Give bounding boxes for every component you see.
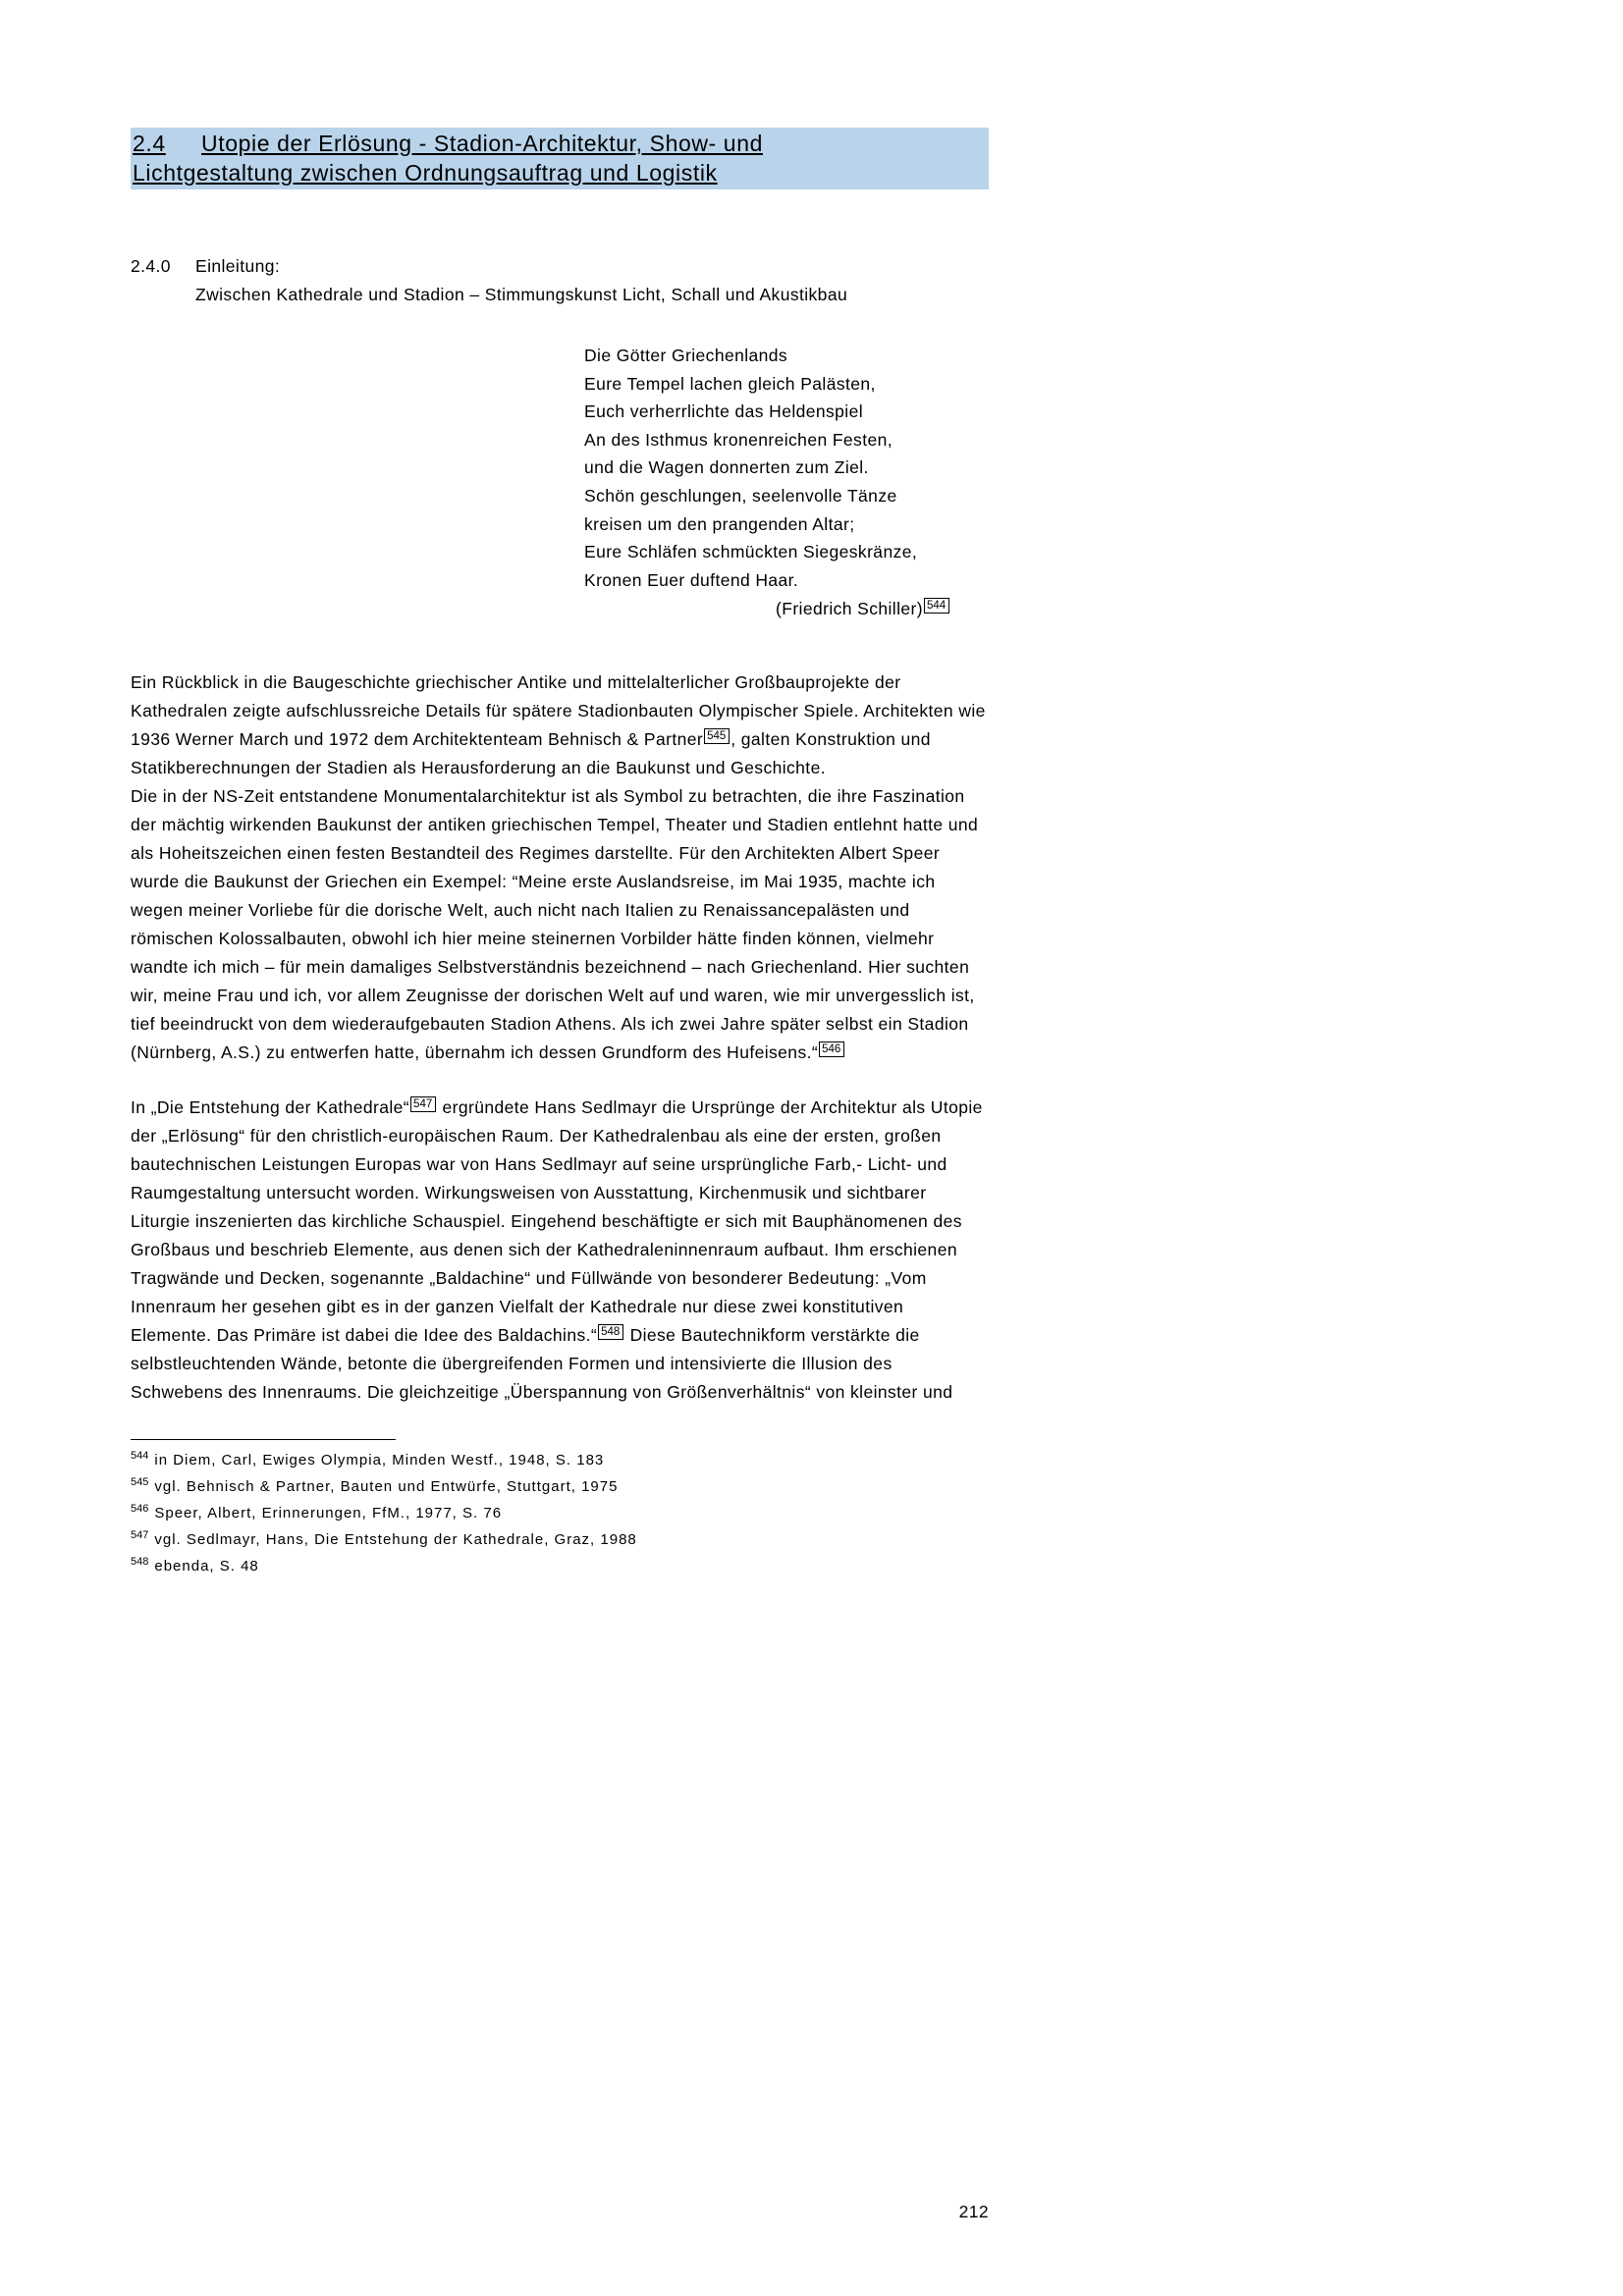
footnote-text: in Diem, Carl, Ewiges Olympia, Minden Westf., 1948, S. 183 (154, 1452, 605, 1469)
footnote-text: vgl. Sedlmayr, Hans, Die Entstehung der Kathedrale, Graz, 1988 (154, 1531, 637, 1549)
poem-attribution: (Friedrich Schiller) $^{544}$ (776, 595, 989, 623)
footnote-ref[interactable]: 544 (924, 598, 949, 614)
poem-line: An des Isthmus kronenreichen Festen, (584, 429, 893, 450)
text-column (131, 0, 989, 1579)
heading-line-2 (133, 158, 987, 187)
poem-line: und die Wagen donnerten zum Ziel. (584, 457, 869, 478)
footnote-number: 546 (131, 1503, 149, 1516)
section-heading (131, 128, 989, 189)
footnotes-section (131, 1447, 989, 1579)
footnote-text: vgl. Behnisch & Partner, Bauten und Entwürfe, Stuttgart, 1975 (154, 1478, 619, 1496)
poem-block (584, 342, 989, 594)
footnote-number: 548 (131, 1556, 149, 1569)
subsection-titles (195, 252, 847, 309)
subsection-subtitle: Zwischen Kathedrale und Stadion – Stimmungskunst Licht, Schall und Akustikbau (195, 285, 848, 304)
footnote-ref[interactable]: 546 (819, 1041, 844, 1057)
subsection-header (131, 252, 989, 309)
heading-line-1 (133, 129, 987, 158)
body-paragraph: In „Die Entstehung der Kathedrale“ $^{547}$ ergründete Hans Sedlmayr die Ursprünge der Architektur als Utopie der „Erlösung“ für den christlich-europäischen Raum. Der Kathedralenbau als eine der ersten, großen bautechnischen Leistungen Europas war von Hans Sedlmayr auf seine ursprüngliche Farb,- Licht- und Raumgestaltung untersucht worden. Wirkungsweisen von Ausstattung, Kirchenmusik und sichtbarer Liturgie inszenierten das kirchliche Schauspiel. Eingehend beschäftigte er sich mit Bauphänomenen des Großbaus und beschrieb Elemente, aus denen sich der Kathedraleninnenraum aufbaut. Ihm erschienen Tragwände und Decken, sogenannte „Baldachine“ und Füllwände von besonderer Bedeutung: „Vom Innenraum her gesehen gibt es in der ganzen Vielfalt der Kathedrale nur diese zwei konstitutiven Elemente. Das Primäre ist dabei die Idee des Baldachins.“ $^{548}$ Diese Bautechnikform verstärkte die selbstleuchtenden Wände, betonte die übergreifenden Formen und intensivierte die Illusion des Schwebens des Innenraums. Die gleichzeitige „Überspannung von Größenverhältnis“ von kleinster und (131, 1097, 983, 1403)
footnote-text: ebenda, S. 48 (154, 1558, 259, 1575)
poem-line: kreisen um den prangenden Altar; (584, 513, 855, 534)
footnote-item (131, 1473, 989, 1500)
footnote-ref[interactable]: 548 (598, 1324, 623, 1340)
poem-line: Die Götter Griechenlands (584, 346, 788, 365)
poem-line: Eure Schläfen schmückten Siegeskränze, (584, 542, 918, 562)
footnote-number: 547 (131, 1529, 149, 1542)
poem-line: Kronen Euer duftend Haar. (584, 569, 799, 590)
footnote-number: 545 (131, 1476, 149, 1489)
poem-line: Eure Tempel lachen gleich Palästen, (584, 373, 876, 394)
footnote-item (131, 1553, 989, 1579)
footnote-item (131, 1447, 989, 1473)
page-number: 212 (958, 2202, 989, 2221)
footnote-separator (131, 1439, 396, 1440)
heading-number: 2.4 (133, 131, 166, 156)
heading-title-part-2: Lichtgestaltung zwischen Ordnungsauftrag und Logistik (133, 160, 718, 186)
footnote-number: 544 (131, 1450, 149, 1463)
subsection-title: Einleitung: (195, 256, 281, 276)
poem-line: Schön geschlungen, seelenvolle Tänze (584, 485, 897, 506)
body-paragraph: Ein Rückblick in die Baugeschichte griechischer Antike und mittelalterlicher Großbauprojekte der Kathedralen zeigte aufschlussreiche Details für spätere Stadionbauten Olympischer Spiele. Architekten wie 1936 Werner March und 1972 dem Architektenteam Behnisch & Partner $^{545}$ , galten Konstruktion und Statikberechnungen der Stadien als Herausforderung an die Baukunst und Geschichte. (131, 672, 986, 778)
footnote-text: Speer, Albert, Erinnerungen, FfM., 1977, S. 76 (154, 1505, 503, 1522)
footnote-ref[interactable]: 547 (410, 1096, 436, 1112)
footnote-ref[interactable]: 545 (704, 728, 730, 744)
footnote-item (131, 1500, 989, 1526)
poem-line: Euch verherrlichte das Heldenspiel (584, 401, 864, 422)
body-paragraph: Die in der NS-Zeit entstandene Monumentalarchitektur ist als Symbol zu betrachten, die ihre Faszination der mächtig wirkenden Baukunst der antiken griechischen Tempel, Theater und Stadien entlehnt hatte und als Hoheitszeichen einen festen Bestandteil des Regimes darstellte. Für den Architekten Albert Speer wurde die Baukunst der Griechen ein Exempel: “Meine erste Auslandsreise, im Mai 1935, machte ich wegen meiner Vorliebe für die dorische Welt, auch nicht nach Italien zu Renaissancepalästen und römischen Kolossalbauten, obwohl ich hier meine steinernen Vorbilder hätte finden können, vielmehr wandte ich mich – für mein damaliges Selbstverständnis bezeichnend – nach Griechenland. Hier suchten wir, meine Frau und ich, vor allem Zeugnisse der dorischen Welt auf und waren, wie mir unvergesslich ist, tief beeindruckt von dem wiederaufgebauten Stadion Athens. Als ich zwei Jahre später selbst ein Stadion (Nürnberg, A.S.) zu entwerfen hatte, übernahm ich dessen Grundform des Hufeisens.“ $^{546}$ (131, 786, 979, 1063)
footnote-item (131, 1526, 989, 1553)
heading-title-part-1: Utopie der Erlösung - Stadion-Architektur, Show- und (201, 131, 763, 156)
subsection-number: 2.4.0 (131, 256, 171, 276)
